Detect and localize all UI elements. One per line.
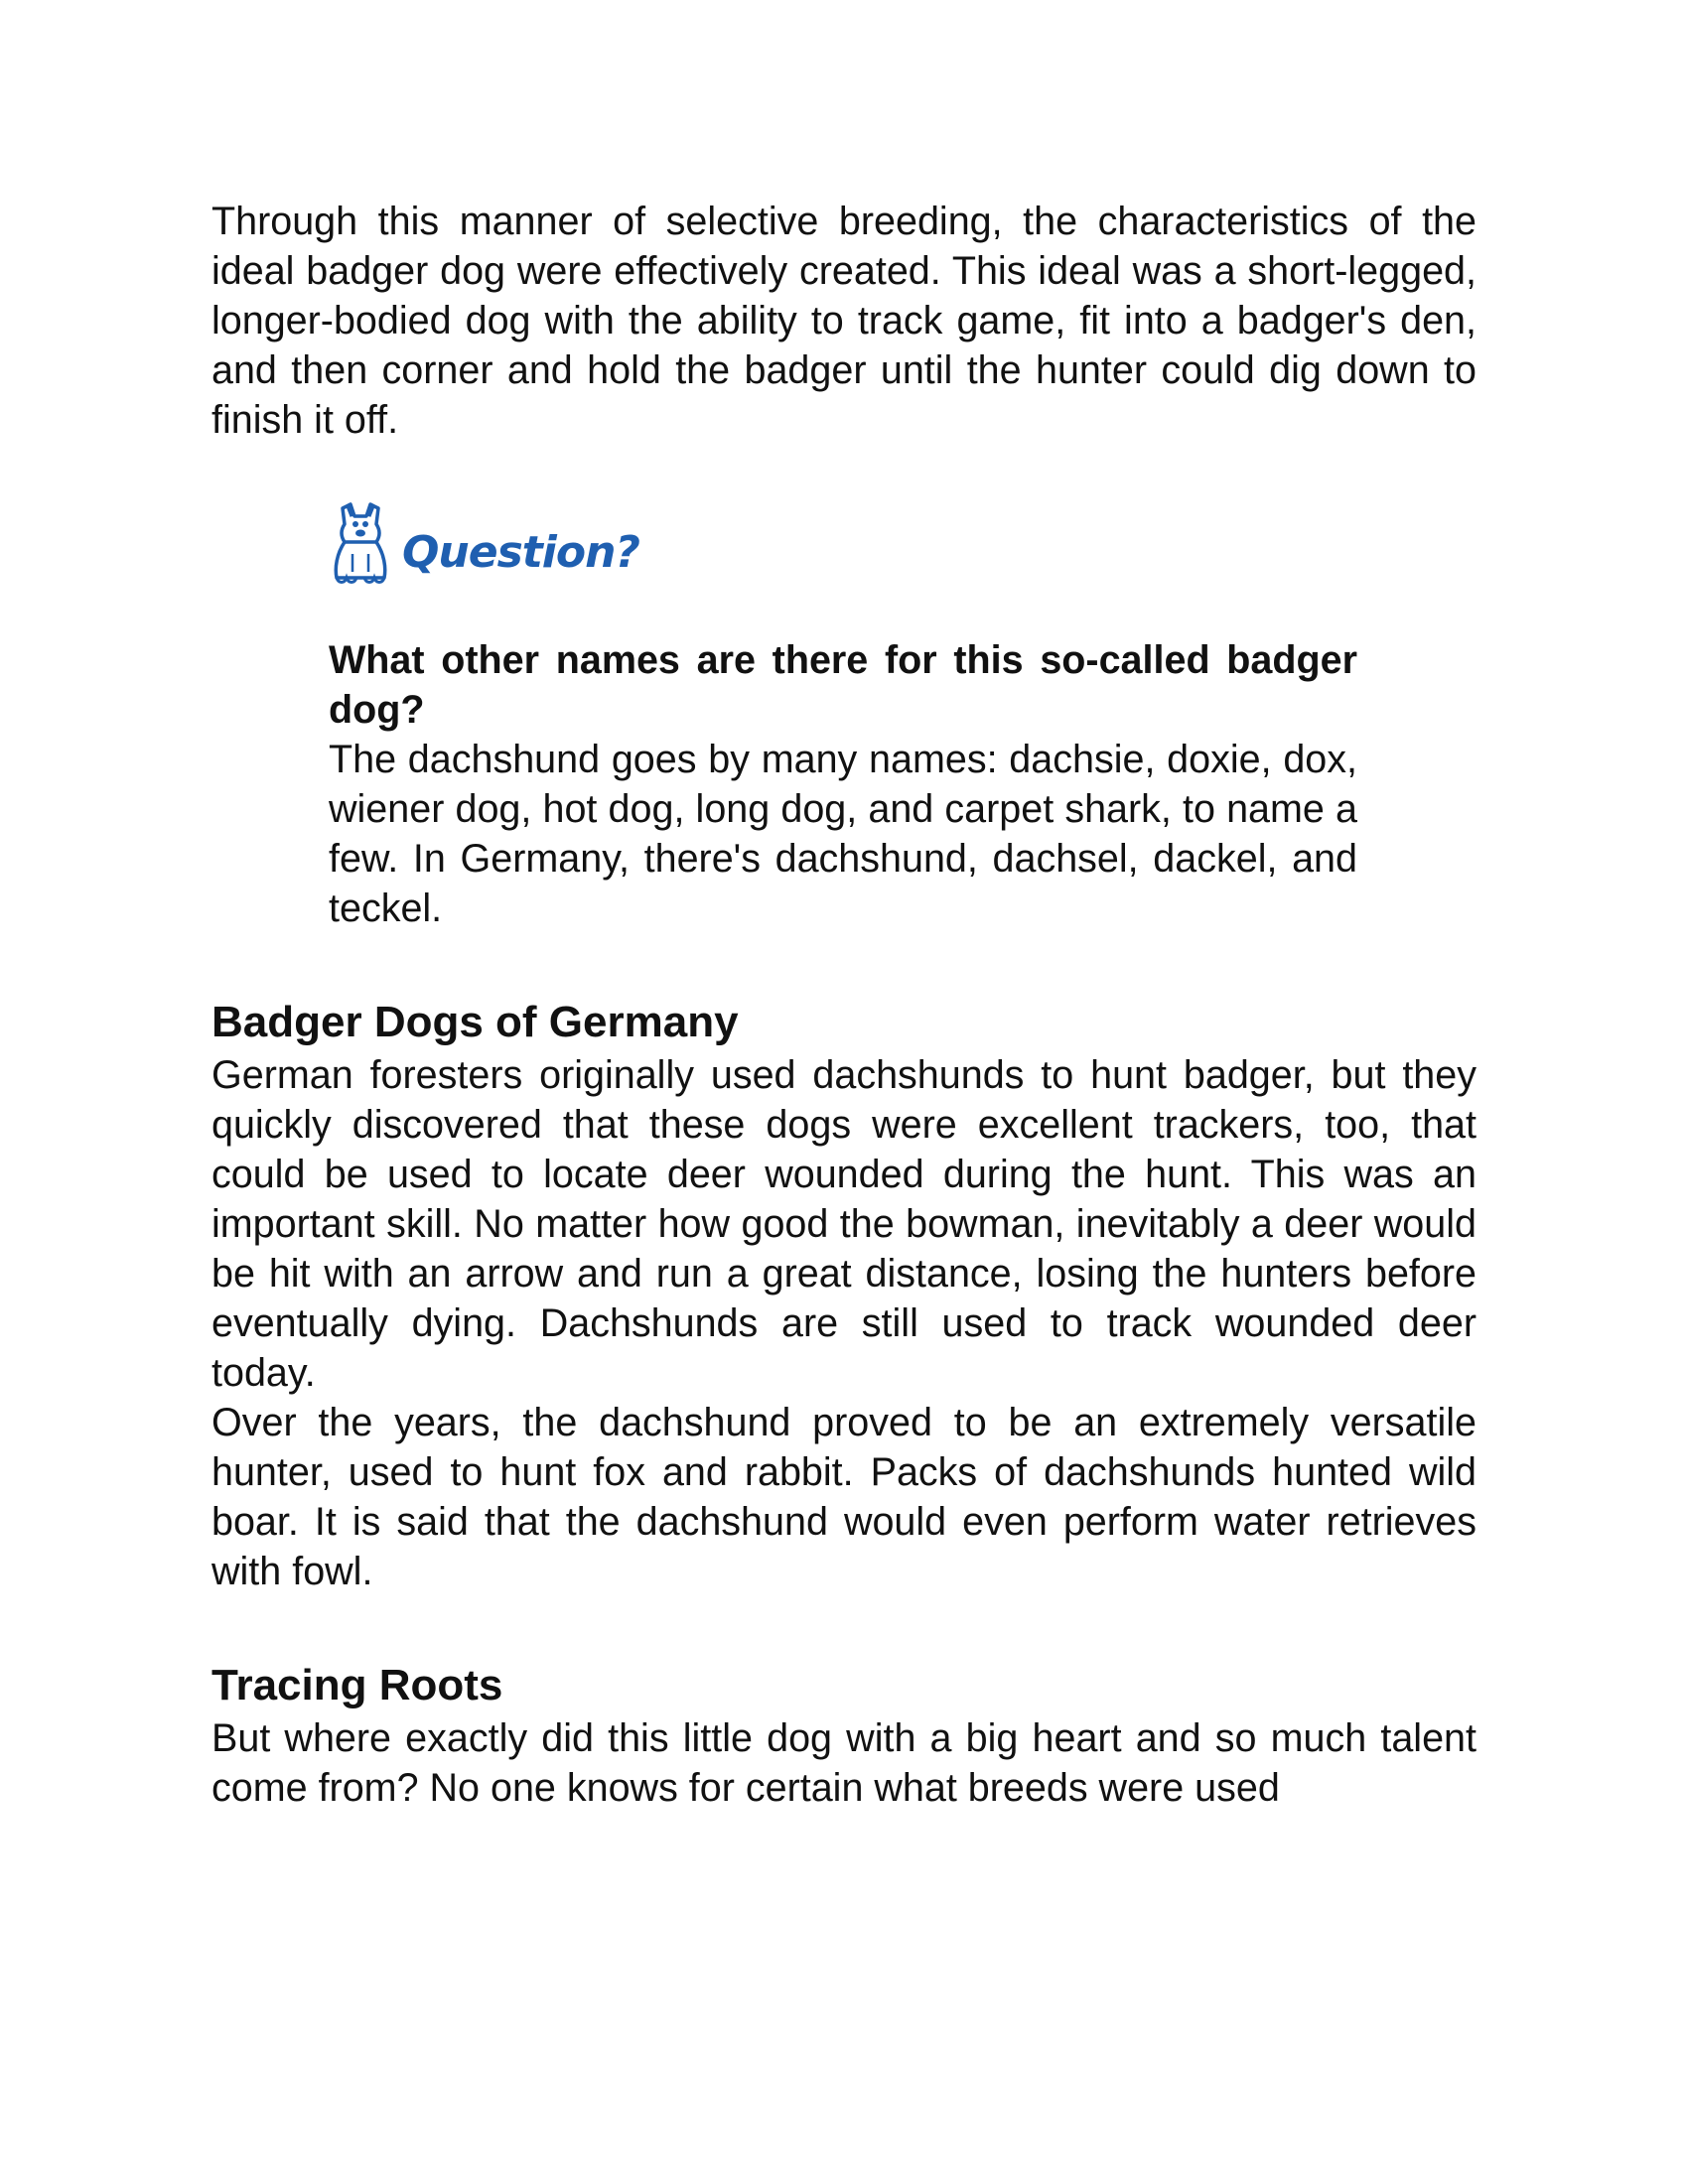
question-badge	[329, 502, 1357, 586]
question-callout	[329, 502, 1357, 933]
section-heading-tracing-roots: Tracing Roots	[211, 1661, 503, 1709]
question-heading: What other names are there for this so-called badger dog?	[329, 638, 1357, 732]
intro-paragraph: Through this manner of selective breeding, the characteristics of the ideal badger dog were effectively created. This ideal was a short-legged, longer-bodied dog with the ability to track game, fit into a badger's den, and then corner and hold the badger until the hunter could dig down to finish it off.	[211, 200, 1477, 442]
document-page	[211, 197, 1477, 1813]
section-paragraph: German foresters originally used dachshunds to hunt badger, but they quickly discovered that these dogs were excellent trackers, too, that could be used to locate deer wounded during the hunt. This was an important skill. No matter how good the bowman, inevitably a deer would be hit with an arrow and run a great distance, losing the hunters before eventually dying. Dachshunds are still used to track wounded deer today.	[211, 1053, 1477, 1395]
question-answer: The dachshund goes by many names: dachsie, doxie, dox, wiener dog, hot dog, long dog, and carpet shark, to name a few. In Germany, there's dachshund, dachsel, dackel, and teckel.	[329, 738, 1357, 930]
question-badge-label: Question?	[402, 527, 639, 578]
section-paragraph: But where exactly did this little dog with a big heart and so much talent come from? No one knows for certain what breeds were used	[211, 1716, 1477, 1810]
section-heading-badger-dogs: Badger Dogs of Germany	[211, 998, 739, 1046]
dog-mascot-icon	[329, 502, 392, 586]
section-paragraph: Over the years, the dachshund proved to be an extremely versatile hunter, used to hunt fox and rabbit. Packs of dachshunds hunted wild boar. It is said that the dachshund would even perform water retrieves with fowl.	[211, 1401, 1477, 1593]
